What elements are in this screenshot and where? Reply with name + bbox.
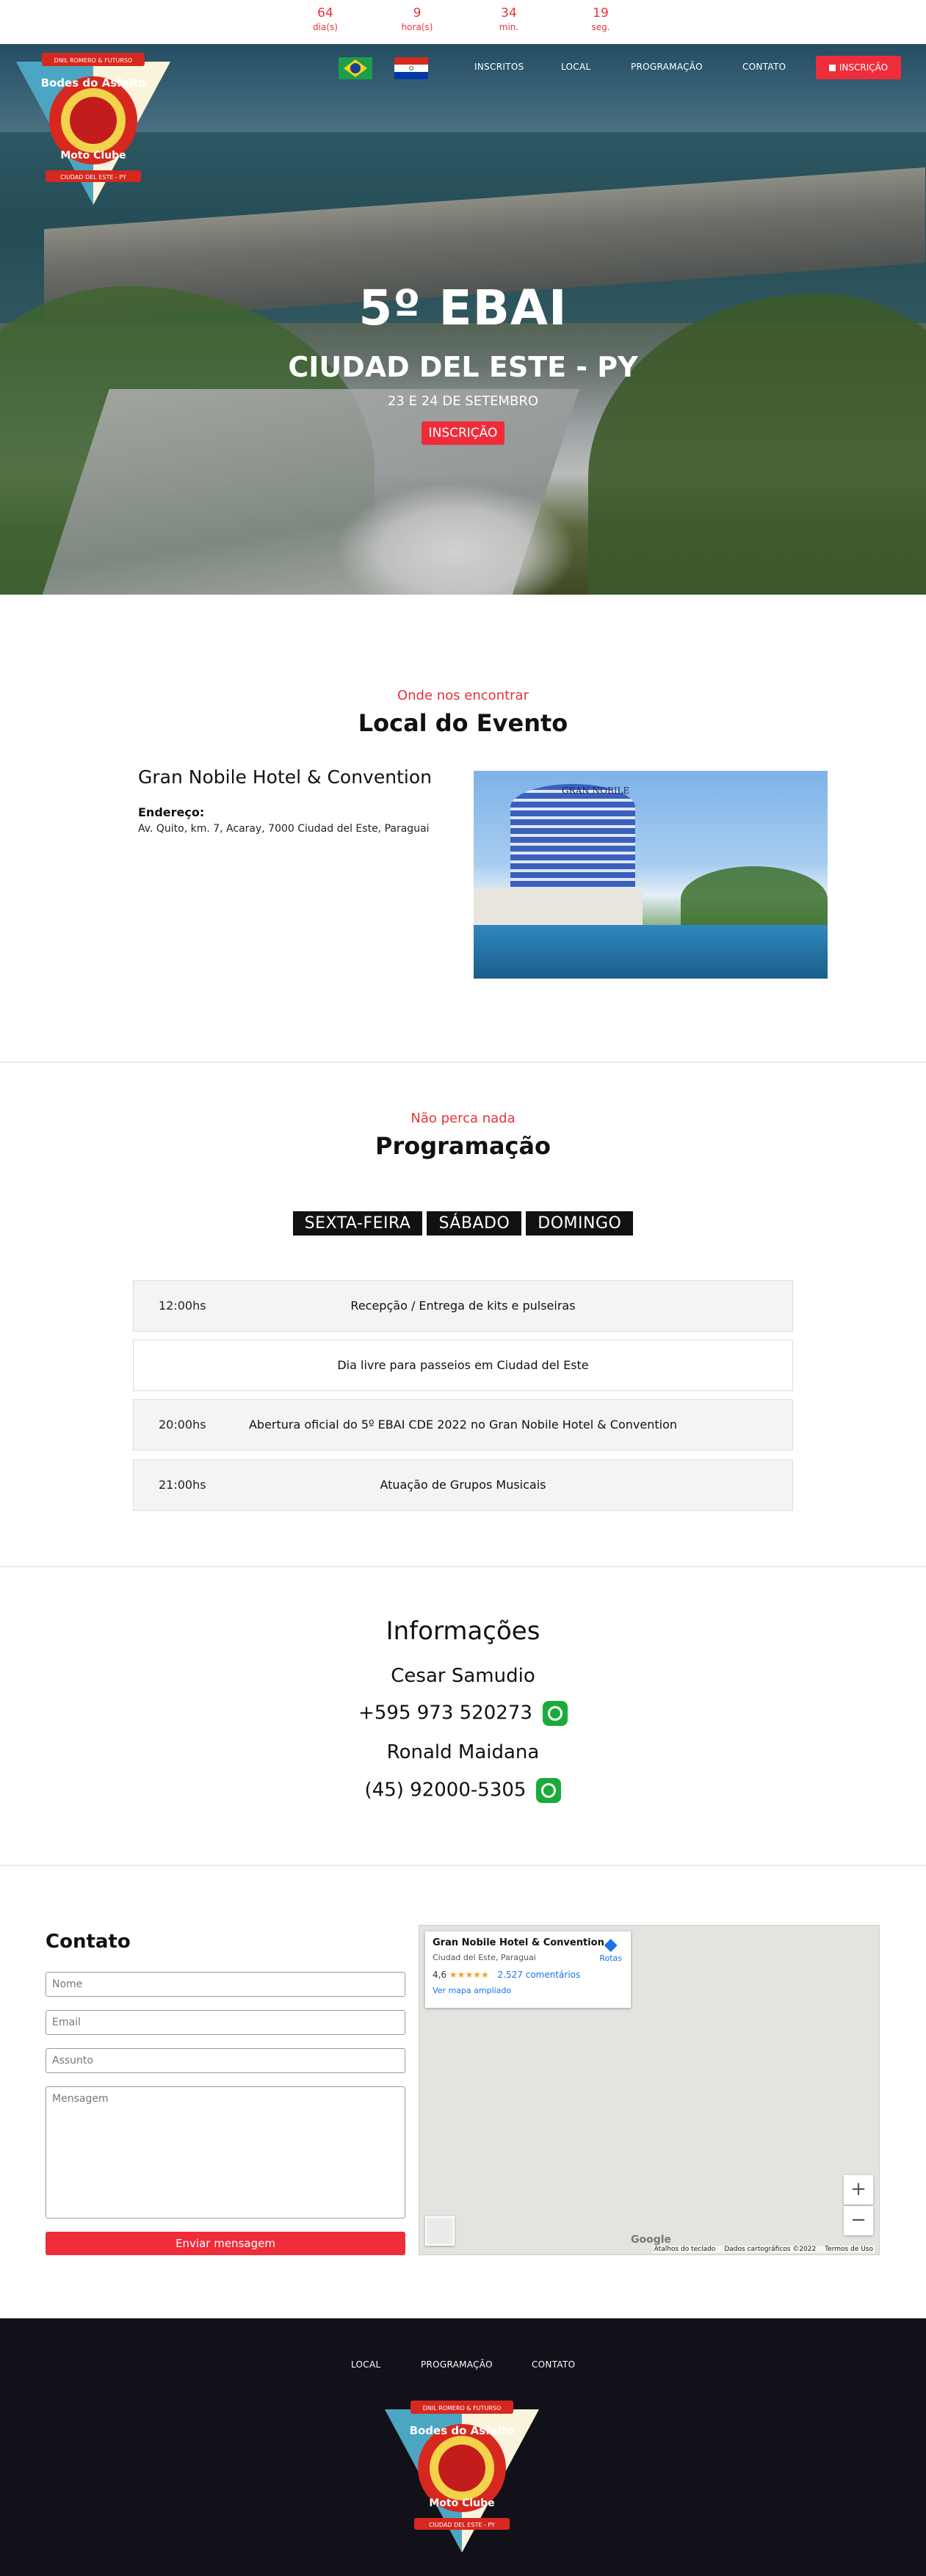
contact-phone-1: +595 973 520273 [358,1702,532,1724]
zoom-out-button[interactable]: − [844,2206,873,2235]
countdown-days-value: 64 [317,6,333,21]
map-place-name: Gran Nobile Hotel & Convention [433,1937,604,1948]
countdown-seconds-label: seg. [591,22,610,32]
footer-link-local[interactable]: LOCAL [351,2359,381,2370]
map-footer [653,2246,875,2253]
nav-contato[interactable]: CONTATO [742,62,786,72]
map-place-card [425,1931,631,2008]
venue-photo [474,771,828,979]
footer-link-contato[interactable]: CONTATO [532,2359,576,2370]
schedule-row [133,1399,793,1451]
logo-rider [70,97,117,144]
name-field[interactable]: Nome [46,1972,405,1997]
google-logo: Google [631,2234,672,2246]
schedule-title: Programação [375,1132,551,1160]
logo-bottom-text: CIUDAD DEL ESTE - PY [60,174,126,181]
schedule-time: 21:00hs [159,1478,206,1492]
email-field[interactable]: Email [46,2010,405,2035]
hero-subtitle: CIUDAD DEL ESTE - PY [288,351,638,383]
logo-club-text: Moto Clube [60,150,126,162]
directions-icon [604,1939,618,1952]
footer-club-logo [385,2395,539,2556]
divider [0,1062,926,1063]
footer-link-programacao[interactable]: PROGRAMAÇÃO [421,2359,493,2370]
hero-register-button[interactable]: INSCRIÇÃO [422,421,505,445]
map-directions-label: Rotas [599,1953,622,1963]
venue-address-label: Endereço: [138,805,205,819]
paraguay-flag-icon[interactable] [394,57,428,79]
countdown-minutes-value: 34 [501,6,517,21]
countdown-days-label: dia(s) [313,22,338,32]
location-title: Local do Evento [358,709,568,737]
hero-date: 23 E 24 DE SETEMBRO [387,393,539,409]
schedule-time: 12:00hs [159,1299,206,1313]
star-icon: ★★★★★ [449,1970,489,1980]
map-place-city: Ciudad del Este, Paraguai [433,1953,536,1962]
logo-main-text: Bodes do Asfalto [40,76,146,90]
logo-top-text: DNIL ROMERO & FUTURSO [54,57,133,64]
nav-local[interactable]: LOCAL [561,62,591,72]
hotel-brand-sign: GRAN NOBILE [562,786,630,796]
map-directions-button[interactable] [599,1939,622,1963]
message-field[interactable]: Mensagem [46,2086,405,2218]
svg-text:Moto Clube: Moto Clube [429,2497,495,2509]
contact-phone-2: (45) 92000-5305 [364,1779,527,1802]
schedule-time: 20:00hs [159,1418,206,1432]
contact-title: Contato [46,1931,131,1953]
nav-register-label: INSCRIÇÃO [839,62,889,73]
tab-sexta[interactable]: SEXTA-FEIRA [293,1211,423,1236]
map-reviews-link[interactable]: 2.527 comentários [497,1970,581,1980]
info-title: Informações [386,1617,540,1646]
venue-name: Gran Nobile Hotel & Convention [138,766,432,788]
schedule-desc: Abertura oficial do 5º EBAI CDE 2022 no Gran Nobile Hotel & Convention [248,1418,677,1432]
divider [0,1566,926,1567]
nav-inscritos[interactable]: INSCRITOS [474,62,524,72]
countdown-hours-value: 9 [413,6,422,21]
top-navigation [0,51,926,81]
svg-text:CIUDAD DEL ESTE - PY: CIUDAD DEL ESTE - PY [429,2522,495,2528]
map-rating [433,1970,623,1980]
schedule-kicker: Não perca nada [410,1111,516,1126]
schedule-row [133,1459,793,1511]
whatsapp-icon[interactable] [536,1778,561,1803]
countdown-seconds [555,6,647,44]
contact-phone-row-1 [0,1701,926,1726]
map-shortcuts-link[interactable]: Atalhos do teclado [654,2246,716,2253]
countdown-minutes-label: min. [499,22,519,32]
contact-phone-row-2 [0,1778,926,1803]
countdown-days [280,6,372,44]
hero-title: 5º EBAI [358,280,568,336]
countdown-seconds-value: 19 [593,6,609,21]
pegman-icon[interactable] [425,2216,455,2246]
hero-content [0,279,926,445]
map-rating-value: 4,6 [433,1970,447,1980]
tab-sabado[interactable]: SÁBADO [427,1211,521,1236]
brazil-flag-icon[interactable] [339,57,372,79]
subject-field[interactable]: Assunto [46,2048,405,2073]
countdown-minutes [463,6,555,44]
ticket-icon [829,65,836,71]
day-tabs [0,1211,926,1236]
map-terms-link[interactable]: Termos de Uso [825,2246,873,2253]
whatsapp-icon[interactable] [543,1701,568,1726]
send-message-button[interactable]: Enviar mensagem [46,2232,405,2255]
schedule-row [133,1340,793,1391]
schedule-row [133,1280,793,1332]
map-data-credit: Dados cartográficos ©2022 [724,2246,817,2253]
tab-domingo[interactable]: DOMINGO [526,1211,633,1236]
contact-name-2: Ronald Maidana [386,1741,540,1763]
nav-programacao[interactable]: PROGRAMAÇÃO [631,62,703,72]
countdown-bar [0,0,926,44]
map-embed[interactable] [419,1925,880,2255]
location-kicker: Onde nos encontrar [397,688,529,703]
contact-name-1: Cesar Samudio [391,1665,535,1687]
hotel-pool [474,925,828,979]
countdown-hours-label: hora(s) [401,22,433,32]
svg-text:DNIL ROMERO & FUTURSO: DNIL ROMERO & FUTURSO [422,2405,502,2412]
schedule-desc: Atuação de Grupos Musicais [380,1478,546,1492]
map-enlarge-link[interactable]: Ver mapa ampliado [433,1986,512,1995]
zoom-in-button[interactable]: + [844,2175,873,2205]
countdown-hours [372,6,463,44]
divider [0,1865,926,1866]
nav-register-button[interactable] [816,56,901,79]
schedule-desc: Dia livre para passeios em Ciudad del Este [337,1358,589,1372]
schedule-desc: Recepção / Entrega de kits e pulseiras [350,1299,576,1313]
venue-address: Av. Quito, km. 7, Acaray, 7000 Ciudad del Este, Paraguai [138,823,430,835]
svg-text:Bodes do Asfalto: Bodes do Asfalto [409,2424,515,2437]
